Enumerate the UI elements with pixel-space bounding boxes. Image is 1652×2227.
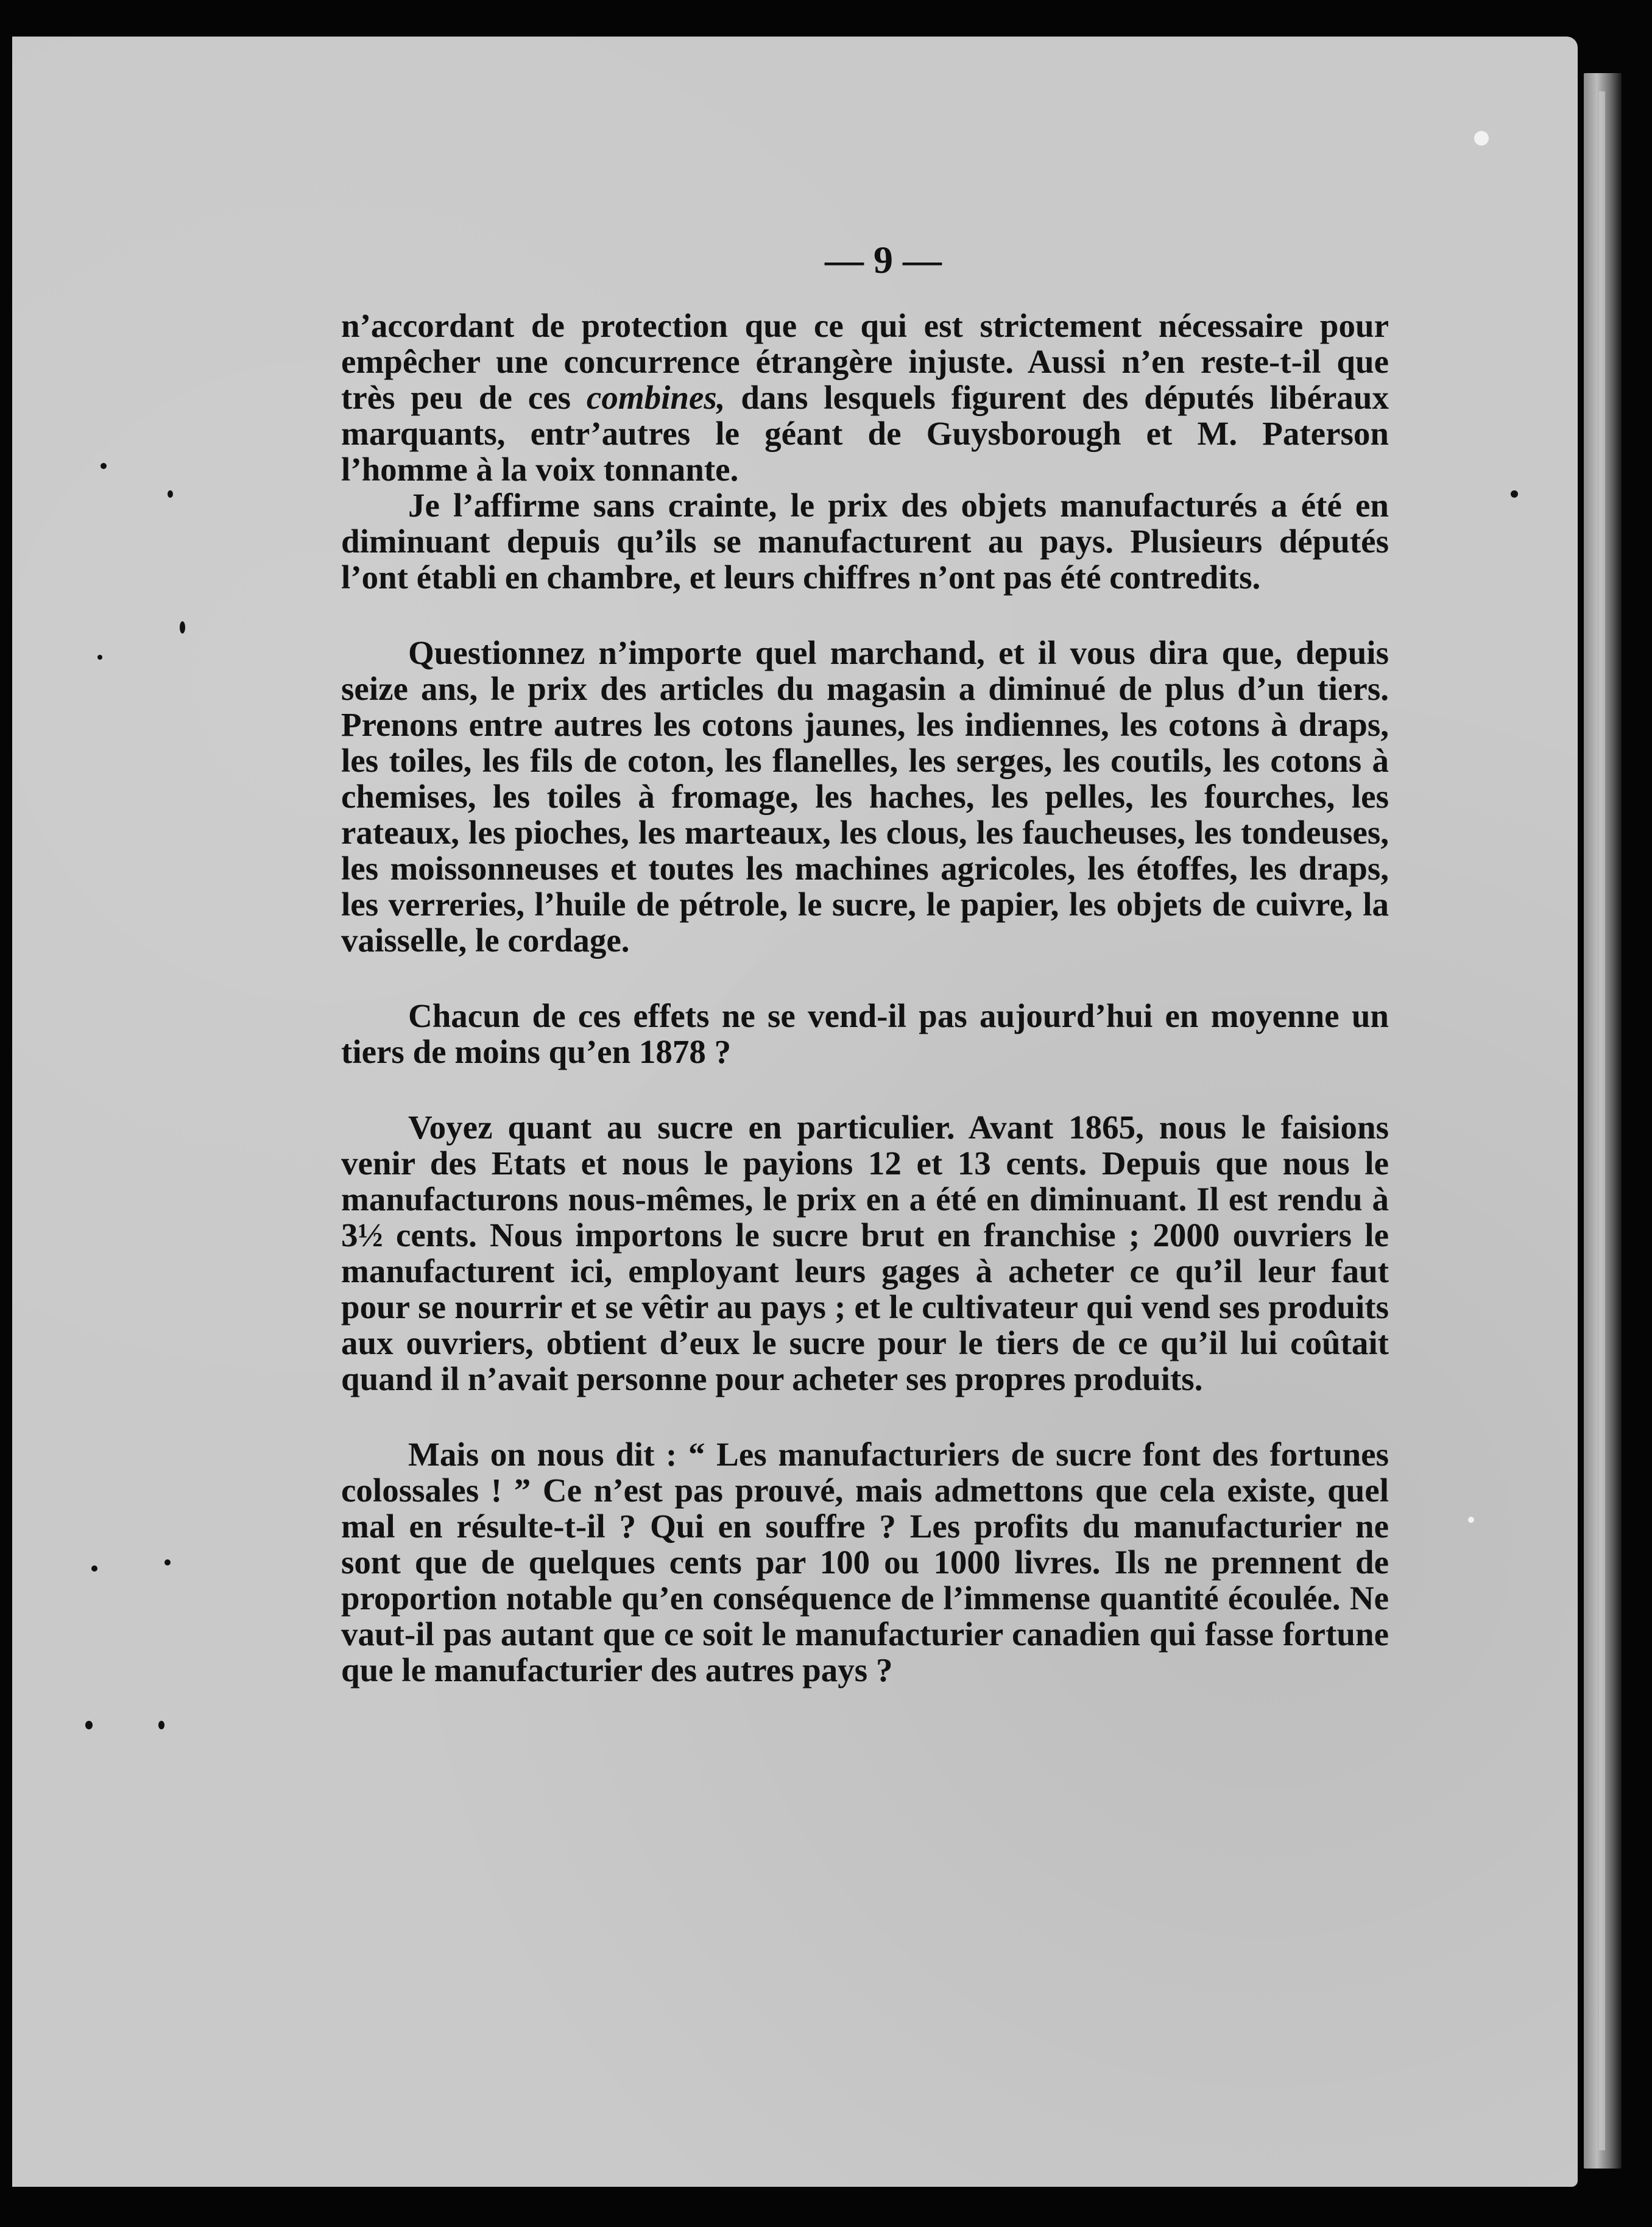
body-text (341, 308, 1389, 1688)
scan-speck (85, 1721, 93, 1729)
paragraph-1 (341, 308, 1389, 487)
paragraph-1-text-a: n’accordant de protection que ce qui est strictement nécessaire pour empêcher une concurrence étrangère injuste. Aussi n’en reste-t-il que très peu de ces (341, 307, 1389, 416)
paragraph-6: Mais on nous dit : “ Les manufacturiers de sucre font des fortunes colossales ! ” Ce n’est pas prouvé, mais admettons que cela existe, quel mal en résulte-t-il ? Qui en souffre ? Les profits du manufacturier ne sont que de quelques cents par 100 ou 1000 livres. Ils ne prennent de proportion notable qu’en conséquence de l’immense quantité écoulée. Ne vaut-il pas autant que ce soit le manufacturier canadien qui fasse fortune que le manufacturier des autres pays ? (341, 1436, 1389, 1689)
scan-speck (158, 1721, 164, 1729)
scan-speck (1511, 490, 1518, 498)
scan-speck (97, 655, 102, 660)
paragraph-1-text-b: dans lesquels figurent des députés libéraux marquants, entr’autres le géant de Guysborough et M. Paterson l’homme à la voix tonnante. (341, 379, 1389, 488)
scan-speck (91, 1565, 97, 1572)
scan-speck (1468, 1517, 1474, 1523)
scan-speck (168, 490, 173, 498)
page-number: — 9 — (825, 238, 942, 281)
paragraph-4: Chacun de ces effets ne se vend-il pas aujourd’hui en moyenne un tiers de moins qu’en 1878 ? (341, 997, 1389, 1070)
document-page (12, 37, 1578, 2187)
paragraph-2: Je l’affirme sans crainte, le prix des objets manufacturés a été en diminuant depuis qu’ils se manufacturent au pays. Plusieurs députés l’ont établi en chambre, et leurs chiffres n’ont pas été contredits. (341, 487, 1389, 596)
paragraph-3: Questionnez n’importe quel marchand, et il vous dira que, depuis seize ans, le prix des articles du magasin a diminué de plus d’un tiers. Prenons entre autres les cotons jaunes, les indiennes, les cotons à draps, les toiles, les fils de coton, les flanelles, les serges, les coutils, les cotons à chemises, les toiles à fromage, les haches, les pelles, les fourches, les rateaux, les pioches, les marteaux, les clous, les faucheuses, les tondeuses, les moissonneuses et toutes les machines agricoles, les étoffes, les draps, les verreries, l’huile de pétrole, le sucre, le papier, les objets de cuivre, la vaisselle, le cordage. (341, 634, 1389, 959)
scan-speck (101, 463, 107, 469)
scan-speck (1474, 131, 1489, 146)
page-stack-edge-highlight (1599, 91, 1605, 2150)
scan-speck (164, 1559, 171, 1565)
paragraph-1-italic-word: combines, (586, 379, 725, 416)
scan-speck (180, 621, 185, 634)
paragraph-5: Voyez quant au sucre en particulier. Avant 1865, nous le faisions venir des Etats et nous le payions 12 et 13 cents. Depuis que nous le manufacturons nous-mêmes, le prix en a été en diminuant. Il est rendu à 3½ cents. Nous importons le sucre brut en franchise ; 2000 ouvriers le manufacturent ici, employant leurs gages à acheter ce qu’il leur faut pour se nourrir et se vêtir au pays ; et le cultivateur qui vend ses produits aux ouvriers, obtient d’eux le sucre pour le tiers de ce qu’il lui coûtait quand il n’avait personne pour acheter ses propres produits. (341, 1109, 1389, 1397)
